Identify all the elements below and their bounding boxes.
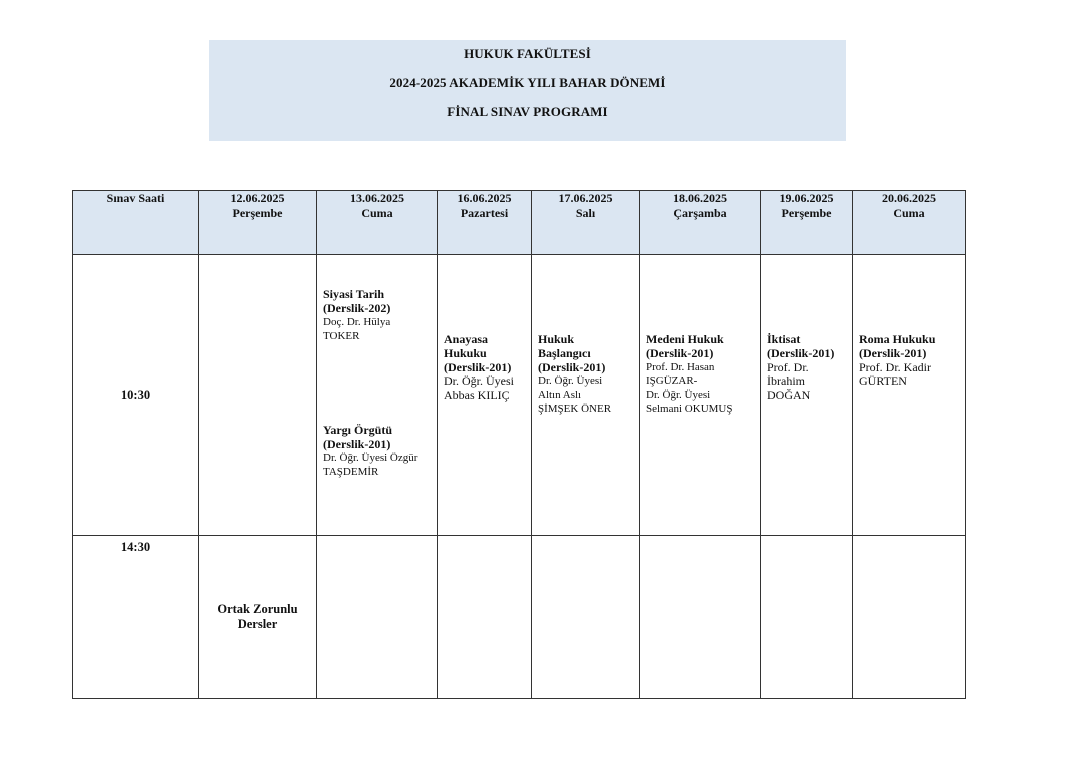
course-name: Medeni Hukuk: [646, 332, 724, 346]
exam-program-title: FİNAL SINAV PROGRAMI: [447, 104, 608, 119]
instructor: İbrahim: [767, 374, 805, 388]
day-date: 18.06.2025: [673, 191, 727, 205]
instructor: Abbas KILIÇ: [444, 388, 510, 402]
day-header-1: [199, 191, 317, 255]
exam-entry: [640, 255, 760, 416]
course-name: İktisat: [767, 332, 801, 346]
empty-cell: [853, 536, 966, 699]
course-name: Dersler: [237, 617, 278, 631]
classroom: (Derslik-202): [323, 301, 391, 315]
course-name: Hukuku: [444, 346, 487, 360]
instructor: IŞGÜZAR-: [646, 375, 698, 387]
empty-cell: [438, 536, 532, 699]
exam-cell: [199, 536, 317, 699]
day-header-7: [853, 191, 966, 255]
instructor: Dr. Öğr. Üyesi: [538, 375, 603, 387]
classroom: (Derslik-201): [859, 346, 927, 360]
empty-cell: [317, 536, 438, 699]
title-banner: [209, 40, 846, 141]
day-header-3: [438, 191, 532, 255]
day-header-2: [317, 191, 438, 255]
instructor: Selmani OKUMUŞ: [646, 403, 733, 415]
day-header-5: [640, 191, 761, 255]
instructor: ŞİMŞEK ÖNER: [538, 403, 612, 415]
day-name: Çarşamba: [673, 206, 727, 220]
day-date: 12.06.2025: [230, 191, 285, 205]
instructor: Prof. Dr.: [767, 360, 809, 374]
exam-schedule-table: [72, 190, 966, 699]
classroom: (Derslik-201): [323, 437, 391, 451]
day-name: Salı: [575, 206, 596, 220]
table-row: [73, 255, 966, 536]
instructor: Doç. Dr. Hülya: [323, 316, 391, 328]
instructor: GÜRTEN: [859, 374, 907, 388]
day-header-6: [761, 191, 853, 255]
classroom: (Derslik-201): [646, 346, 714, 360]
exam-entry: [761, 255, 852, 402]
exam-cell: [317, 255, 438, 536]
instructor: Altın Aslı: [538, 389, 582, 401]
academic-year-title: 2024-2025 AKADEMİK YILI BAHAR DÖNEMİ: [389, 75, 666, 90]
exam-cell: [640, 255, 761, 536]
empty-cell: [199, 255, 317, 536]
course-name: Yargı Örgütü: [323, 423, 392, 437]
instructor: TOKER: [323, 330, 360, 342]
classroom: (Derslik-201): [767, 346, 835, 360]
day-date: 20.06.2025: [882, 191, 936, 205]
course-name: Hukuk: [538, 332, 575, 346]
exam-cell: [532, 255, 640, 536]
instructor: Dr. Öğr. Üyesi: [444, 374, 514, 388]
day-name: Cuma: [361, 206, 393, 220]
time-column-header: Sınav Saati: [73, 191, 199, 255]
classroom: (Derslik-201): [538, 360, 606, 374]
day-name: Perşembe: [232, 206, 283, 220]
time-slot: 14:30: [73, 536, 199, 699]
day-header-4: [532, 191, 640, 255]
instructor: TAŞDEMİR: [323, 466, 379, 478]
exam-entry: [317, 343, 437, 479]
exam-entry: [438, 255, 531, 402]
day-date: 19.06.2025: [779, 191, 834, 205]
exam-entry: [853, 255, 965, 388]
exam-entry: [317, 255, 437, 343]
table-row: [73, 536, 966, 699]
exam-cell: [761, 255, 853, 536]
instructor: Prof. Dr. Hasan: [646, 361, 715, 373]
course-name: Başlangıcı: [538, 346, 591, 360]
exam-entry: [532, 255, 639, 416]
course-name: Ortak Zorunlu: [217, 602, 298, 616]
course-name: Siyasi Tarih: [323, 287, 385, 301]
empty-cell: [532, 536, 640, 699]
faculty-title: HUKUK FAKÜLTESİ: [464, 46, 591, 61]
day-date: 13.06.2025: [350, 191, 404, 205]
time-slot: 10:30: [73, 255, 199, 536]
instructor: Prof. Dr. Kadir: [859, 360, 931, 374]
exam-cell: [853, 255, 966, 536]
instructor: DOĞAN: [767, 388, 811, 402]
day-date: 16.06.2025: [457, 191, 512, 205]
classroom: (Derslik-201): [444, 360, 512, 374]
day-date: 17.06.2025: [558, 191, 613, 205]
day-name: Perşembe: [781, 206, 832, 220]
empty-cell: [640, 536, 761, 699]
empty-cell: [761, 536, 853, 699]
table-header-row: [73, 191, 966, 255]
instructor: Dr. Öğr. Üyesi: [646, 389, 711, 401]
instructor: Dr. Öğr. Üyesi Özgür: [323, 452, 418, 464]
day-name: Cuma: [893, 206, 925, 220]
exam-cell: [438, 255, 532, 536]
day-name: Pazartesi: [460, 206, 509, 220]
course-name: Roma Hukuku: [859, 332, 936, 346]
course-name: Anayasa: [444, 332, 489, 346]
